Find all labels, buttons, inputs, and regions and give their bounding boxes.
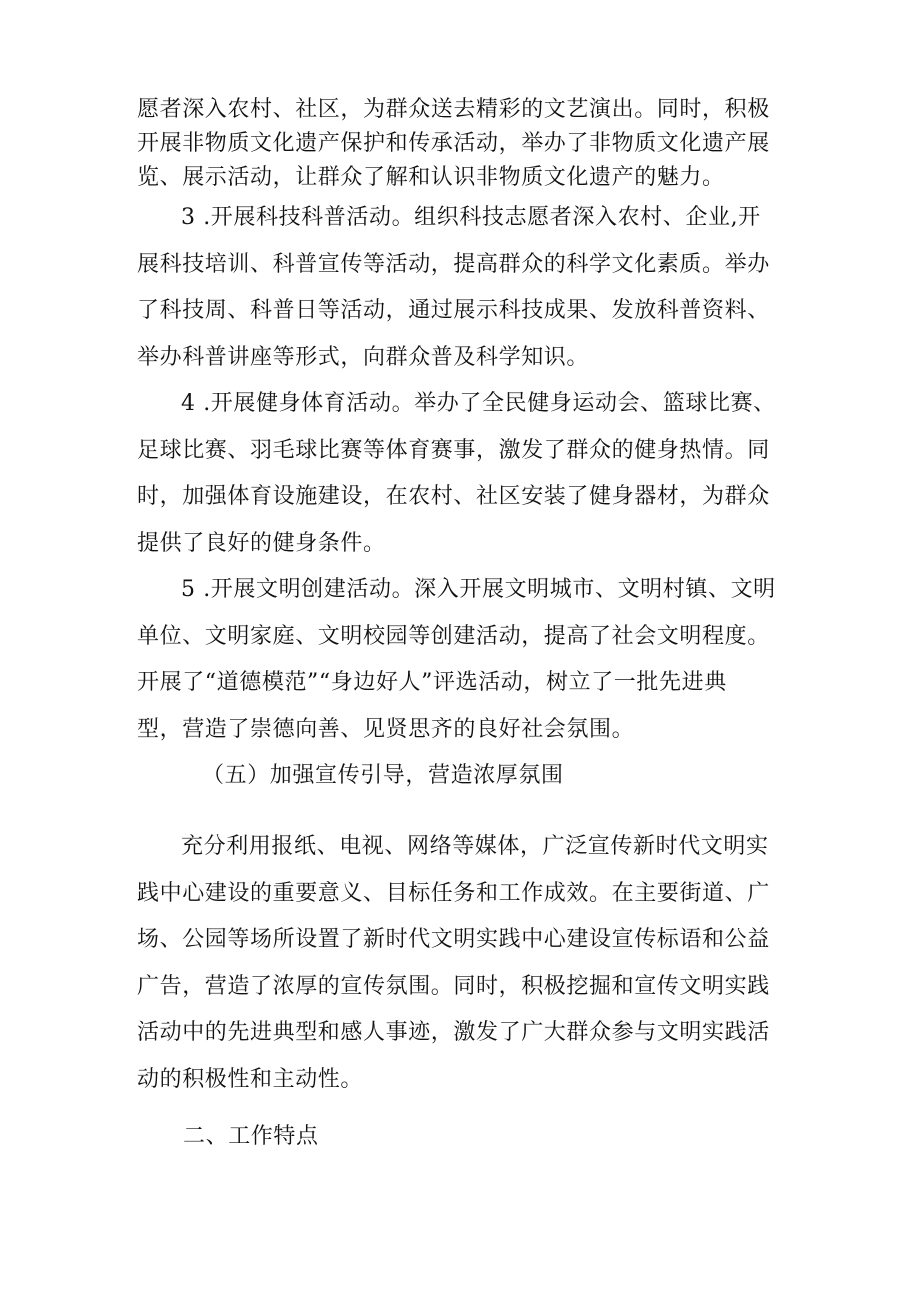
text-line: 提供了良好的健身条件。 bbox=[137, 530, 386, 556]
text-line: 5 .开展文明创建活动。深入开展文明城市、文明村镇、文明 bbox=[181, 577, 776, 602]
text-line: 愿者深入农村、社区，为群众送去精彩的文艺演出。同时，积极 bbox=[137, 97, 770, 122]
paragraph-fitness-activities bbox=[137, 381, 787, 567]
text-line: 时，加强体育设施建设，在农村、社区安装了健身器材，为群众 bbox=[137, 484, 770, 509]
text-line: 广告，营造了浓厚的宣传氛围。同时，积极挖掘和宣传文明实践 bbox=[137, 973, 770, 999]
text-line: 了科技周、科普日等活动，通过展示科技成果、发放科普资料、 bbox=[137, 298, 770, 323]
text-line: 充分利用报纸、电视、网络等媒体，广泛宣传新时代文明实 bbox=[181, 834, 769, 859]
section-heading-publicity: （五）加强宣传引导，营造浓厚氛围 bbox=[202, 763, 564, 788]
paragraph-culture-heritage bbox=[137, 93, 787, 195]
text-line: 3 .开展科技科普活动。组织科技志愿者深入农村、企业,开 bbox=[181, 205, 761, 230]
text-line: 开展了“道德模范”“身边好人”评选活动，树立了一批先进典 bbox=[137, 670, 727, 695]
section-heading-work-features: 二、工作特点 bbox=[183, 1124, 319, 1149]
text-line: 开展非物质文化遗产保护和传承活动，举办了非物质文化遗产展 bbox=[137, 131, 770, 156]
text-line: 展科技培训、科普宣传等活动，提高群众的科学文化素质。举办 bbox=[137, 251, 770, 277]
text-line: 览、展示活动，让群众了解和认识非物质文化遗产的魅力。 bbox=[137, 165, 725, 190]
paragraph-science-activities bbox=[137, 195, 787, 381]
paragraph-civilization-activities bbox=[137, 567, 787, 753]
text-line: 践中心建设的重要意义、目标任务和工作成效。在主要街道、广 bbox=[137, 880, 770, 906]
text-line: 动的积极性和主动性。 bbox=[137, 1066, 364, 1092]
text-line: 足球比赛、羽毛球比赛等体育赛事，激发了群众的健身热情。同 bbox=[137, 437, 770, 463]
text-line: 场、公园等场所设置了新时代文明实践中心建设宣传标语和公益 bbox=[137, 927, 770, 952]
text-line: 型，营造了崇德向善、见贤思齐的良好社会氛围。 bbox=[137, 716, 635, 742]
text-line: 4 .开展健身体育活动。举办了全民健身运动会、篮球比赛、 bbox=[181, 391, 776, 416]
paragraph-publicity bbox=[137, 824, 787, 1103]
text-line: 单位、文明家庭、文明校园等创建活动，提高了社会文明程度。 bbox=[137, 623, 770, 649]
text-line: 活动中的先进典型和感人事迹，激发了广大群众参与文明实践活 bbox=[137, 1020, 770, 1045]
text-line: 举办科普讲座等形式，向群众普及科学知识。 bbox=[137, 344, 590, 370]
